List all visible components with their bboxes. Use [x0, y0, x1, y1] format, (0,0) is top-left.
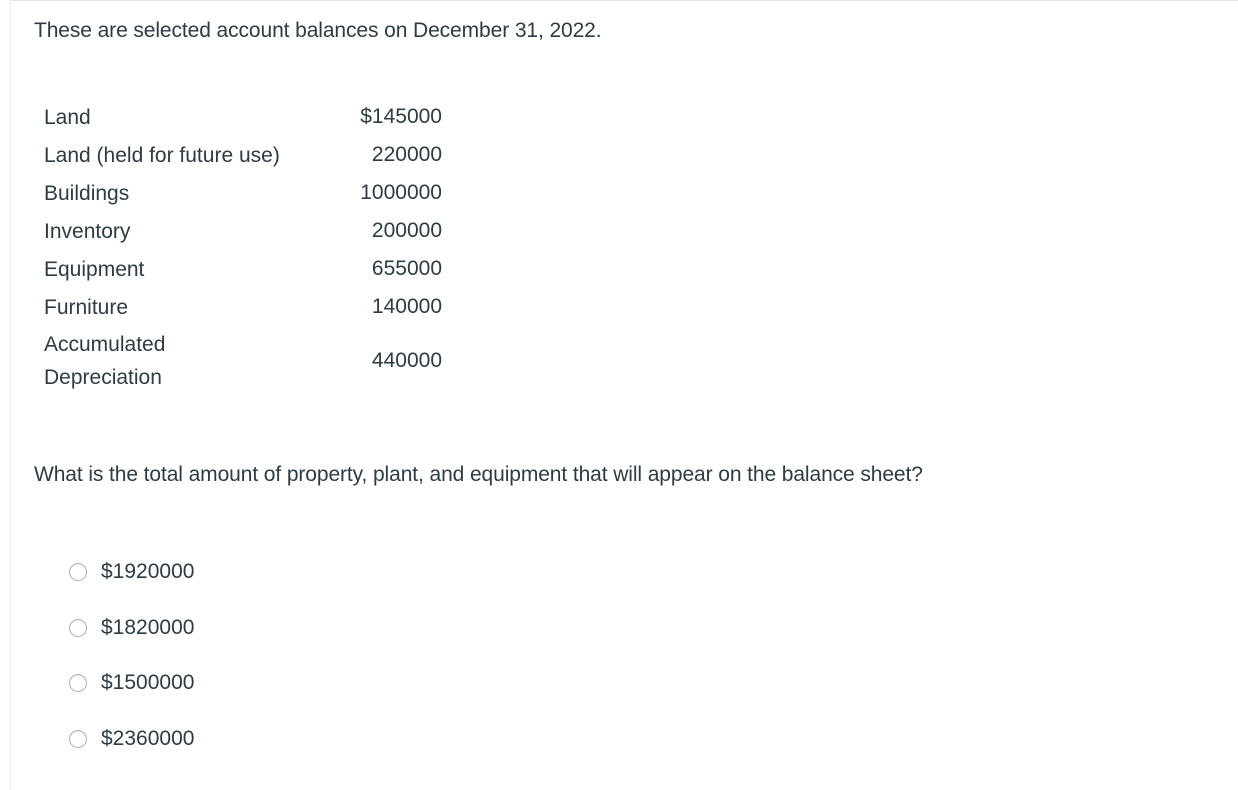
answer-option[interactable] [69, 553, 194, 591]
account-amount: 200000 [371, 219, 442, 242]
radio-button[interactable] [69, 619, 87, 637]
answer-option[interactable] [69, 609, 194, 647]
table-row [44, 98, 442, 136]
table-row [44, 288, 442, 326]
radio-button[interactable] [69, 563, 87, 581]
question-panel [10, 0, 1238, 790]
account-name: Land (held for future use) [44, 143, 280, 167]
account-amount: 220000 [371, 143, 442, 166]
account-name: Accumulated Depreciation [44, 333, 166, 389]
answer-option[interactable] [69, 720, 194, 758]
answer-label: $1920000 [101, 560, 195, 583]
radio-button[interactable] [69, 730, 87, 748]
table-row [44, 136, 442, 174]
answer-label: $2360000 [101, 726, 195, 750]
account-amount: 140000 [371, 295, 442, 318]
account-amount: 1000000 [360, 181, 442, 204]
account-name: Buildings [44, 181, 130, 205]
account-amount: 440000 [371, 349, 442, 372]
table-row [44, 250, 442, 288]
table-row [44, 174, 442, 212]
table-row [44, 212, 442, 250]
account-name: Land [44, 105, 91, 129]
answer-options [69, 553, 194, 775]
answer-label: $1500000 [101, 671, 195, 694]
account-name: Furniture [44, 295, 129, 319]
intro-text: These are selected account balances on December 31, 2022. [34, 19, 602, 42]
account-name: Inventory [44, 219, 131, 243]
account-amount: 655000 [371, 257, 442, 280]
question-text: What is the total amount of property, plant, and equipment that will appear on the balance sheet? [34, 463, 923, 486]
account-balances-table [44, 98, 442, 396]
table-row [44, 326, 442, 396]
answer-label: $1820000 [101, 615, 195, 639]
radio-button[interactable] [69, 674, 87, 692]
account-name: Equipment [44, 257, 145, 281]
account-amount: $145000 [360, 105, 442, 128]
answer-option[interactable] [69, 664, 194, 702]
